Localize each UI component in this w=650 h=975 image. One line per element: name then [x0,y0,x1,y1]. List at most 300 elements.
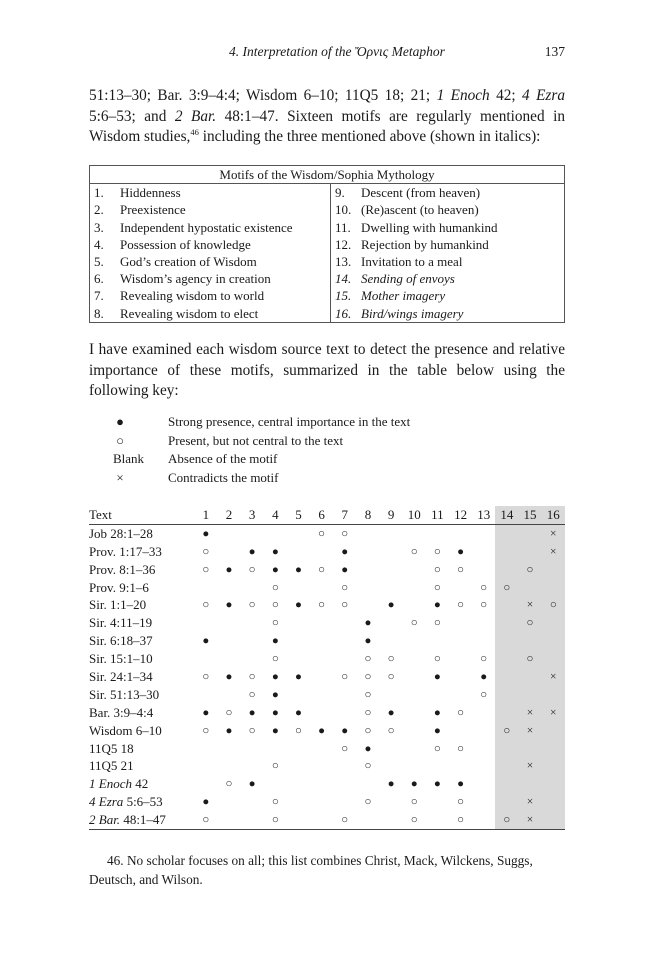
motif-cell [264,524,287,542]
motif-cell [403,686,426,704]
motif-cell: ○ [433,653,441,666]
source-text: 11Q5 21 [89,758,134,774]
motif-cell: ● [294,599,302,612]
motif-cell: × [542,524,565,542]
motif-cell: ● [364,635,372,648]
motif-cell [287,632,310,650]
motif-cell [495,793,518,811]
motif-cell [241,614,264,632]
motif-cell [495,632,518,650]
motif-cell [403,704,426,722]
key-symbol-glyph: ○ [116,432,124,448]
motif-name: God’s creation of Wisdom [116,253,331,270]
motif-number: 9. [331,184,358,202]
key-symbol-glyph: × [116,469,124,485]
motif-cell: ○ [271,581,279,594]
motif-cell: ○ [457,563,465,576]
motif-cell [217,686,240,704]
table-row [89,632,565,650]
motif-number: 14. [335,271,352,287]
column-header: 12 [449,506,472,524]
motif-cell [356,579,379,597]
motif-cell: ○ [202,670,210,683]
motif-cell: ● [248,706,256,719]
motif-cell [287,811,310,829]
motif-number: 5. [90,253,117,270]
motif-cell [287,740,310,758]
motif-cell: ○ [410,617,418,630]
motif-cell: ● [271,670,279,683]
key-symbol [113,469,168,488]
motif-cell: × [518,704,541,722]
motif-cell [542,579,565,597]
source-text [89,775,194,793]
motif-cell [518,579,541,597]
motif-cell: ○ [480,688,488,701]
column-header: 6 [310,506,333,524]
motif-cell [241,793,264,811]
motif-number: 16. [331,305,358,323]
table-row [89,668,565,686]
motif-cell [310,614,333,632]
motif-cell [310,793,333,811]
motif-cell [426,793,449,811]
paragraph-intro: 51:13–30; Bar. 3:9–4:4; Wisdom 6–10; 11Q5 18; 21; 1 Enoch 42; 4 Ezra 5:6–53; and 2 Bar. 48:1–47. Sixteen motifs are regularly mentioned in Wisdom studies,$^{46}$ including the three mentioned above (shown in italics): [89,87,565,145]
motif-cell [287,614,310,632]
motif-cell [333,650,356,668]
motif-cell [426,686,449,704]
motif-cell [356,543,379,561]
motif-cell [495,596,518,614]
key-meaning: Contradicts the motif [168,469,279,485]
motif-name: (Re)ascent (to heaven) [357,201,565,218]
motif-cell [241,811,264,829]
motif-cell [241,579,264,597]
table-row [89,561,565,579]
motif-cell [426,757,449,775]
motif-cell: ○ [410,545,418,558]
key-meaning: Strong presence, central importance in the text [168,414,411,430]
motif-cell [241,524,264,542]
motif-cell [356,524,379,542]
motif-cell [264,775,287,793]
motif-cell [264,740,287,758]
column-header: 10 [403,506,426,524]
column-header: 1 [194,506,217,524]
key-meaning: Absence of the motif [168,451,278,467]
motifs-table [89,165,565,323]
motif-cell [217,740,240,758]
motif-cell [333,757,356,775]
motif-cell: ● [202,796,210,809]
motif-cell: × [518,757,541,775]
motif-cell [403,757,426,775]
motif-cell: ○ [364,670,372,683]
motif-cell: ○ [495,579,518,597]
motif-cell [449,757,472,775]
motif-cell [472,632,495,650]
motif-cell [403,722,426,740]
motif-cell: ○ [225,706,233,719]
motif-cell [310,668,333,686]
motif-cell [495,740,518,758]
motif-cell [449,614,472,632]
motif-cell [194,740,217,758]
motif-number: 6. [90,270,117,287]
motif-cell [241,650,264,668]
motif-cell: ○ [387,670,395,683]
paragraph-method: I have examined each wisdom source text to detect the presence and relative importance of these motifs, summarized in the table below using the following key: [89,341,565,399]
motif-name: Mother imagery [357,287,565,304]
motif-cell [217,543,240,561]
motif-cell: ○ [364,706,372,719]
source-text: Sir. 15:1–10 [89,651,153,667]
motif-cell [287,775,310,793]
motif-cell: ● [364,617,372,630]
column-header: 7 [333,506,356,524]
key-row [113,469,410,488]
motif-cell [542,650,565,668]
motif-row [90,305,565,323]
motif-cell: ○ [480,581,488,594]
source-text: Prov. 1:17–33 [89,543,162,559]
motif-cell [356,596,379,614]
motif-cell [310,775,333,793]
motif-cell [518,740,541,758]
motif-cell: ○ [318,599,326,612]
motif-row [90,253,565,270]
motif-name: Dwelling with humankind [357,219,565,236]
motif-cell: ● [433,778,441,791]
motif-cell: ○ [248,688,256,701]
motif-cell [472,757,495,775]
motif-number: 7. [90,287,117,304]
motif-cell: ● [202,706,210,719]
motif-cell [287,579,310,597]
motif-cell [380,811,403,829]
table-row [89,650,565,668]
motif-cell [310,704,333,722]
motif-cell [495,686,518,704]
motif-cell [495,561,518,579]
source-text-italic: 2 Bar. [89,812,121,828]
motif-cell: ○ [271,760,279,773]
motif-cell: ○ [271,599,279,612]
motif-cell: ○ [410,796,418,809]
motif-cell: ○ [202,724,210,737]
page-number: 137 [544,44,565,59]
column-header: 14 [495,506,518,524]
motif-cell: ○ [495,722,518,740]
motif-cell: ● [387,599,395,612]
motif-cell: ● [410,778,418,791]
motif-cell: ● [318,724,326,737]
key-symbol [113,432,168,451]
motif-cell: ○ [480,599,488,612]
motif-cell: ● [457,778,465,791]
motif-cell [542,614,565,632]
motif-cell [194,757,217,775]
motif-cell [287,524,310,542]
motif-cell [333,632,356,650]
motif-cell: ○ [294,724,302,737]
motif-cell: ○ [341,527,349,540]
motif-cell [518,668,541,686]
motif-cell [449,650,472,668]
motif-cell [310,543,333,561]
motif-cell: ○ [364,688,372,701]
motif-cell: ○ [387,724,395,737]
motif-cell: ● [225,670,233,683]
motif-cell [403,524,426,542]
motif-cell: ○ [480,653,488,666]
motif-cell [472,775,495,793]
motif-cell [403,579,426,597]
motif-cell [495,614,518,632]
motif-number: 15. [335,288,352,304]
source-text-ref: 48:1–47 [120,812,166,828]
table-row [89,686,565,704]
motif-cell [380,524,403,542]
column-header: 11 [426,506,449,524]
motif-name: Descent (from heaven) [357,184,565,202]
motif-cell: ○ [364,653,372,666]
key-symbol-glyph: Blank [113,451,145,467]
motif-cell: ● [341,545,349,558]
motif-cell [472,722,495,740]
motif-row [90,184,565,202]
motif-cell: ○ [318,527,326,540]
motif-number: 3. [90,219,117,236]
motif-cell: × [518,722,541,740]
motif-cell [380,543,403,561]
running-title: 4. Interpretation of the Ὄρνις Metaphor [229,44,445,59]
motif-cell: ○ [457,796,465,809]
motif-cell [449,722,472,740]
motif-cell: ● [433,599,441,612]
motif-cell: ○ [518,561,541,579]
footnote: 46. No scholar focuses on all; this list combines Christ, Mack, Wilckens, Suggs, Deutsch, and Wilson. [89,853,533,887]
column-header: 2 [217,506,240,524]
motif-cell: ● [248,545,256,558]
motif-cell: ○ [271,617,279,630]
motif-cell: ○ [433,742,441,755]
source-text-ref: 42 [131,776,149,792]
motif-cell [495,650,518,668]
motif-presence-table [89,506,565,830]
key-row [113,413,410,432]
motif-name: Preexistence [116,201,331,218]
motif-cell: ● [341,724,349,737]
motif-cell: ○ [495,811,518,829]
motif-name: Bird/wings imagery [357,305,565,323]
source-text [89,811,194,829]
motif-cell [542,632,565,650]
motif-cell [241,740,264,758]
column-header: 8 [356,506,379,524]
motif-cell [403,632,426,650]
motif-cell [380,757,403,775]
motif-cell: ○ [248,670,256,683]
motif-cell: ● [294,670,302,683]
motif-cell: ● [271,724,279,737]
table-row [89,722,565,740]
motif-cell [380,632,403,650]
motif-number: 1. [90,184,117,202]
motif-cell: ○ [457,742,465,755]
motif-cell [310,757,333,775]
motif-cell [495,668,518,686]
table-row [89,704,565,722]
motif-cell: ● [271,688,279,701]
motif-cell [310,579,333,597]
motif-cell [495,704,518,722]
motif-cell: ○ [225,778,233,791]
motif-cell: ○ [318,563,326,576]
motif-cell [426,811,449,829]
motif-cell [217,632,240,650]
motif-cell [542,722,565,740]
footnote-ref: 46 [190,126,199,137]
motif-cell [380,579,403,597]
motif-cell: ● [387,778,395,791]
motif-cell: ● [271,545,279,558]
motif-cell: ○ [248,563,256,576]
motif-cell: ● [271,563,279,576]
motif-cell [310,740,333,758]
column-header: 16 [542,506,565,524]
motif-cell [449,632,472,650]
motif-cell [380,561,403,579]
table-row [89,524,565,542]
motif-cell: ● [294,563,302,576]
source-text: Bar. 3:9–4:4 [89,704,154,720]
key-symbol [113,450,168,469]
motif-cell [449,686,472,704]
motif-name: Possession of knowledge [116,236,331,253]
motif-cell: ● [202,527,210,540]
motif-cell: ○ [341,581,349,594]
source-text: Prov. 9:1–6 [89,579,149,595]
motif-cell [403,668,426,686]
motif-cell [217,757,240,775]
motif-name: Independent hypostatic existence [116,219,331,236]
table-row [89,757,565,775]
running-head [89,44,565,64]
motif-cell [310,632,333,650]
motif-cell: ○ [387,653,395,666]
motif-cell [217,793,240,811]
motif-cell: ○ [433,545,441,558]
motif-cell: ● [294,706,302,719]
motif-number: 11. [335,219,351,235]
motif-name: Rejection by humankind [357,236,565,253]
motif-cell [217,811,240,829]
motif-row [90,236,565,253]
motif-cell [194,579,217,597]
motif-cell [310,686,333,704]
motif-cell: ○ [433,581,441,594]
motif-cell: ● [433,706,441,719]
motif-cell [310,650,333,668]
motif-cell: ○ [449,811,472,829]
motif-cell [495,524,518,542]
motif-cell: × [542,543,565,561]
motif-cell: ○ [248,599,256,612]
motif-cell [380,614,403,632]
motif-number: 10. [335,202,352,218]
key-row [113,432,410,451]
column-header: 5 [287,506,310,524]
motif-cell: ○ [202,545,210,558]
motif-cell: ○ [457,706,465,719]
source-text-ref: 5:6–53 [123,794,163,810]
motif-cell [449,668,472,686]
motif-cell [472,793,495,811]
motif-cell [217,650,240,668]
motif-cell: × [518,596,541,614]
motif-cell: ● [202,635,210,648]
table-row [89,775,565,793]
column-header: 15 [518,506,541,524]
motif-cell [518,775,541,793]
motif-cell [356,561,379,579]
source-text: Sir. 51:13–30 [89,686,160,702]
source-text: Sir. 24:1–34 [89,668,153,684]
key-symbol [113,413,168,432]
motif-cell [217,579,240,597]
source-text-italic: 1 Enoch [89,776,132,792]
motif-cell [403,561,426,579]
motif-cell: × [518,811,541,829]
motif-cell [403,740,426,758]
motif-cell [287,686,310,704]
motif-cell [542,775,565,793]
motif-cell [472,740,495,758]
motif-name: Revealing wisdom to elect [116,305,331,323]
motif-cell: ● [387,706,395,719]
motif-cell: ● [457,545,465,558]
motif-cell [380,793,403,811]
motif-cell: × [542,668,565,686]
motif-cell: ● [271,706,279,719]
motif-cell [472,704,495,722]
motif-cell [542,811,565,829]
motif-cell [472,543,495,561]
motif-row [90,287,565,304]
motif-name: Revealing wisdom to world [116,287,331,304]
motif-cell [518,686,541,704]
motif-cell: ○ [271,653,279,666]
motif-cell: ○ [364,796,372,809]
motif-cell: ○ [457,599,465,612]
table-row [89,740,565,758]
motif-cell [472,811,495,829]
motif-cell [542,740,565,758]
table-row [89,596,565,614]
motif-cell: ○ [364,760,372,773]
motif-name: Hiddenness [116,184,331,202]
column-header: 4 [264,506,287,524]
motif-cell [518,632,541,650]
column-header: 3 [241,506,264,524]
table-row [89,614,565,632]
motif-cell [380,686,403,704]
motif-cell [333,775,356,793]
motif-cell: ○ [433,563,441,576]
source-text: 11Q5 18 [89,740,134,756]
motif-cell: ● [364,742,372,755]
